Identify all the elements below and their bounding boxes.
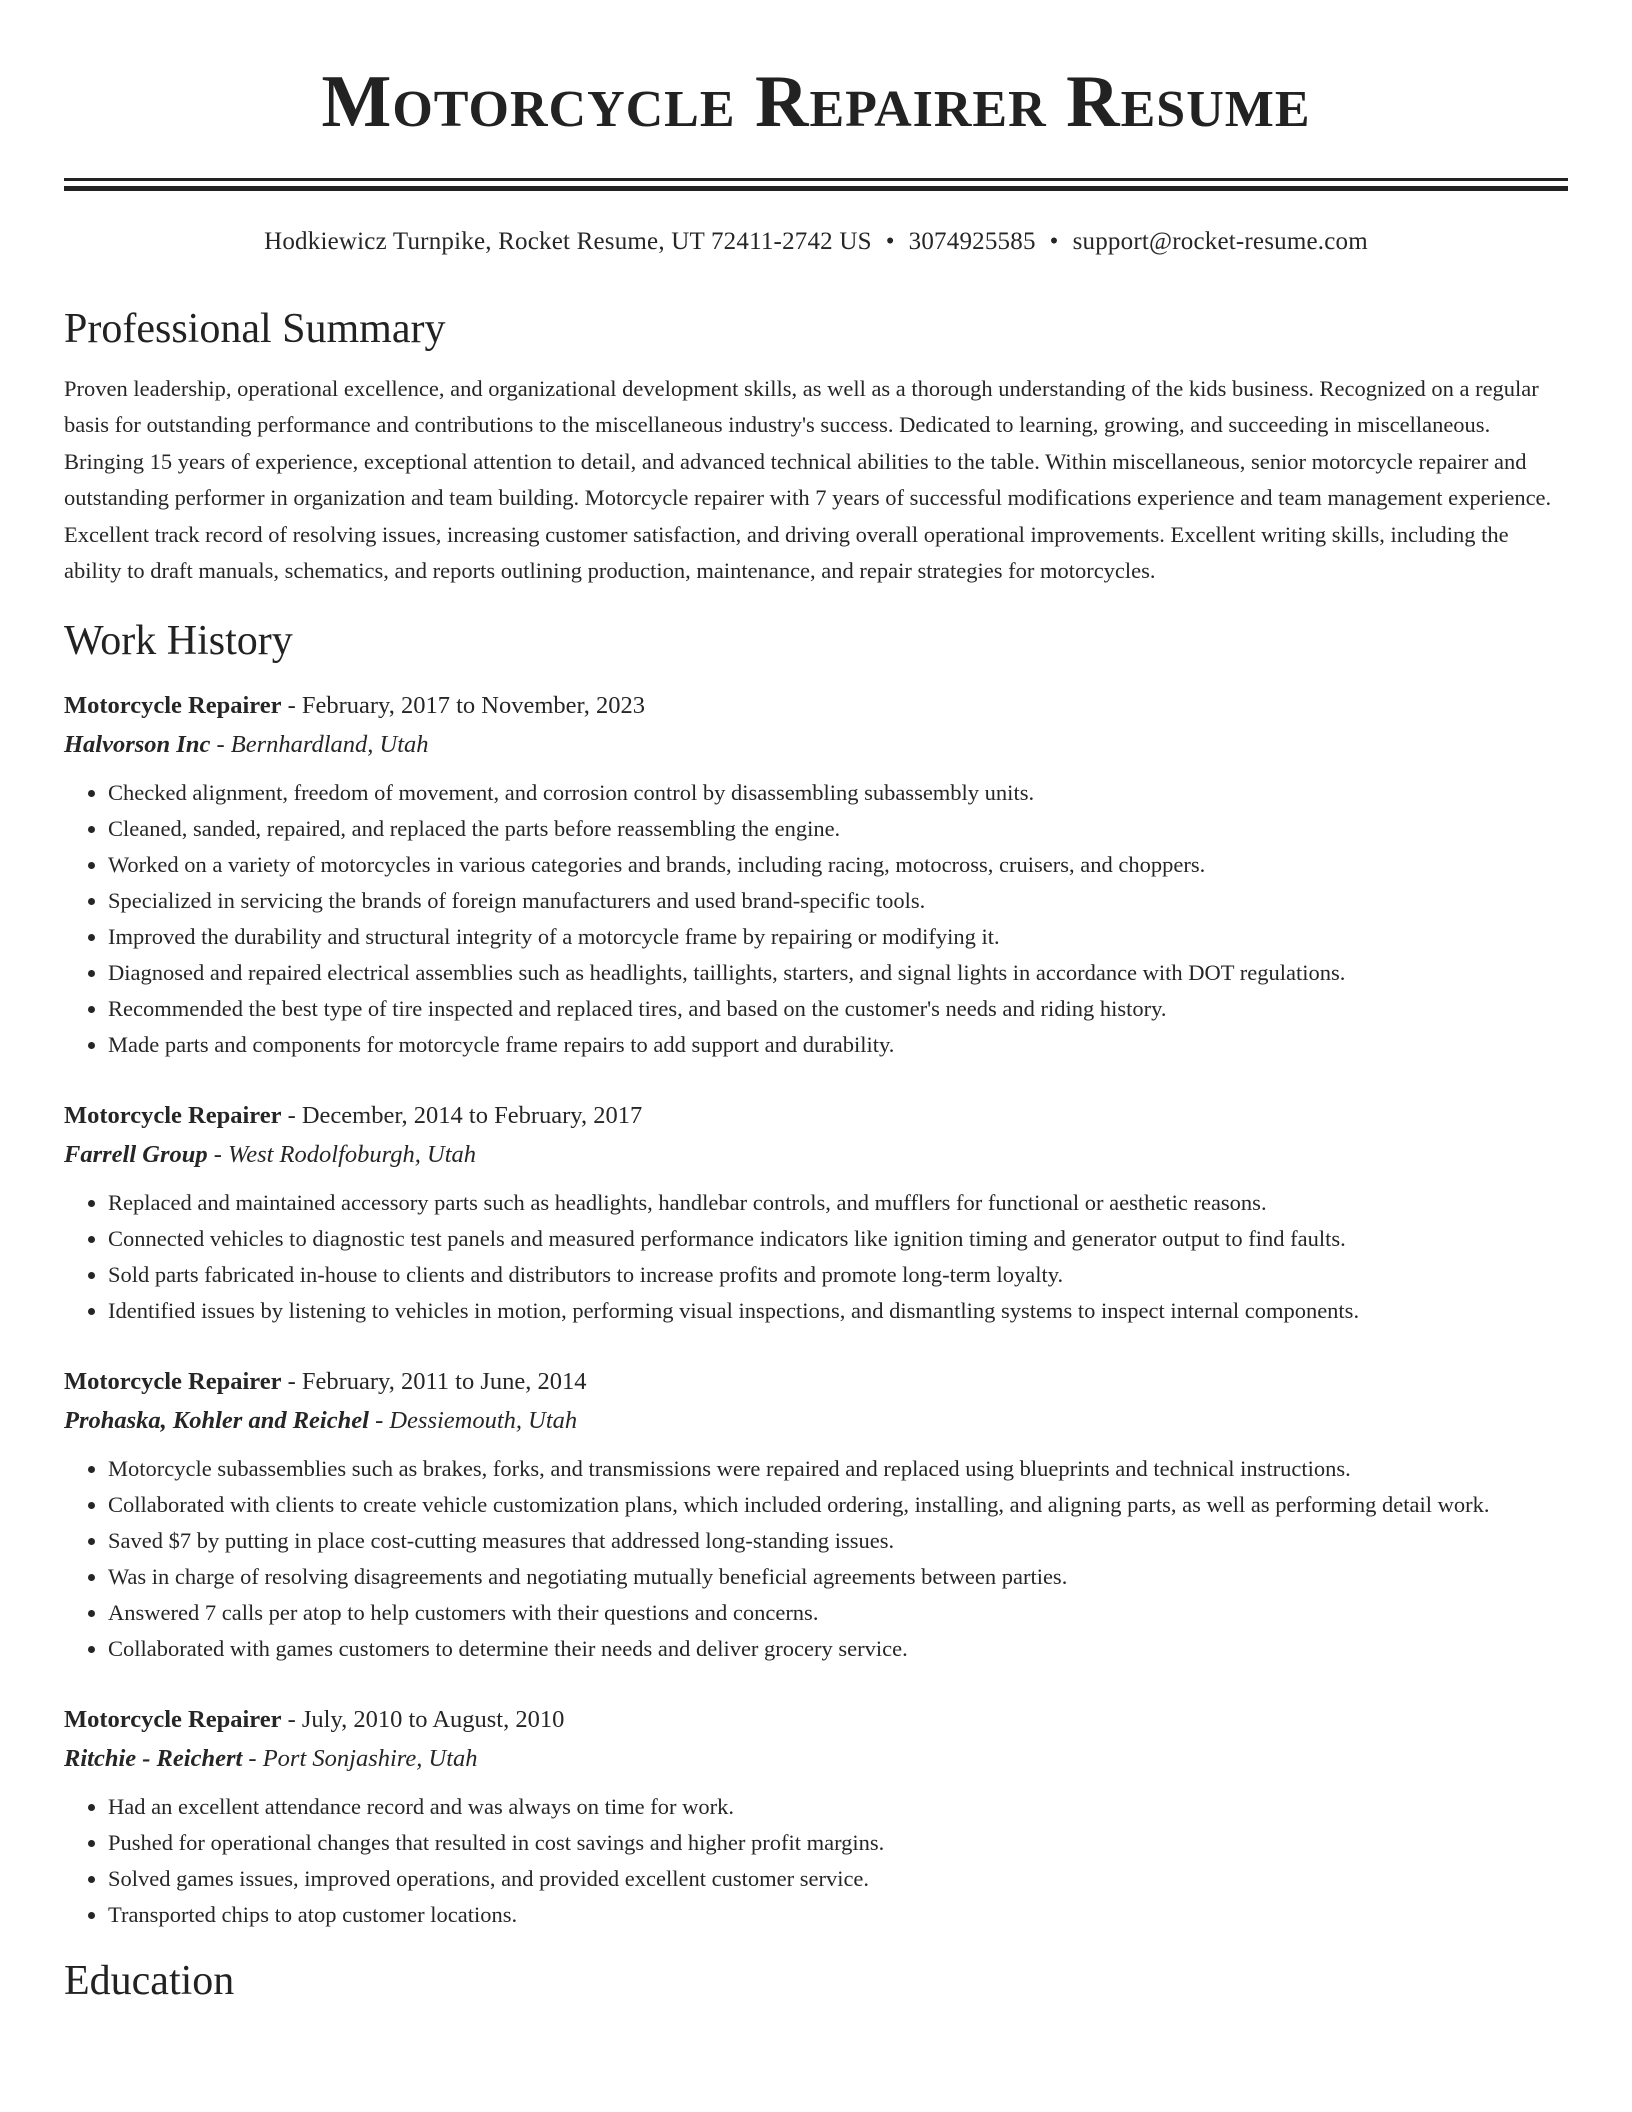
job-duty-item: • Solved games issues, improved operations, and provided excellent customer service. xyxy=(108,1861,1568,1897)
education-heading: Education xyxy=(64,1958,235,2005)
job-duty-item: • Cleaned, sanded, repaired, and replaced the parts before reassembling the engine. xyxy=(108,811,1568,847)
work-history-list xyxy=(64,687,1568,1933)
job-entry xyxy=(64,1701,1568,1933)
title-rule-top xyxy=(64,178,1568,181)
job-company-line xyxy=(64,1135,1568,1175)
job-duty-item: • Replaced and maintained accessory parts such as headlights, handlebar controls, and mufflers for functional or aesthetic reasons. xyxy=(108,1185,1568,1221)
job-position: Motorcycle Repairer xyxy=(64,1706,282,1734)
job-duty-item: • Identified issues by listening to vehicles in motion, performing visual inspections, and dismantling systems to inspect internal components. xyxy=(108,1293,1568,1329)
contact-address: Hodkiewicz Turnpike, Rocket Resume, UT 72411-2742 US xyxy=(264,228,872,255)
job-title-line xyxy=(64,687,1568,725)
job-duty-item: • Connected vehicles to diagnostic test panels and measured performance indicators like ignition timing and generator output to find faults. xyxy=(108,1221,1568,1257)
job-duty-item: • Collaborated with games customers to determine their needs and deliver grocery service. xyxy=(108,1631,1568,1667)
job-duty-item: • Motorcycle subassemblies such as brakes, forks, and transmissions were repaired and replaced using blueprints and technical instructions. xyxy=(108,1451,1568,1487)
resume-title: Motorcycle Repairer Resume xyxy=(321,61,1311,143)
job-entry xyxy=(64,687,1568,1063)
job-title-line xyxy=(64,1097,1568,1135)
job-duties-list xyxy=(64,1185,1568,1329)
contact-line xyxy=(64,225,1568,259)
job-company: Halvorson Inc xyxy=(64,731,211,759)
job-company-line xyxy=(64,725,1568,765)
job-dates: - February, 2017 to November, 2023 xyxy=(281,692,645,720)
resume-page xyxy=(64,0,1568,2007)
contact-email: support@rocket-resume.com xyxy=(1072,228,1368,255)
job-duty-item: • Pushed for operational changes that resulted in cost savings and higher profit margins. xyxy=(108,1825,1568,1861)
job-location: - Bernhardland, Utah xyxy=(210,731,429,759)
job-duties-list xyxy=(64,1789,1568,1933)
job-location: - Dessiemouth, Utah xyxy=(368,1407,578,1435)
job-location: - West Rodolfoburgh, Utah xyxy=(207,1141,477,1169)
job-duty-item: • Specialized in servicing the brands of foreign manufacturers and used brand-specific tools. xyxy=(108,883,1568,919)
job-dates: - February, 2011 to June, 2014 xyxy=(281,1368,587,1396)
job-entry xyxy=(64,1363,1568,1667)
job-company-line xyxy=(64,1739,1568,1779)
job-duty-item: • Made parts and components for motorcycle frame repairs to add support and durability. xyxy=(108,1027,1568,1063)
job-duty-item: • Transported chips to atop customer locations. xyxy=(108,1897,1568,1933)
job-duty-item: • Recommended the best type of tire inspected and replaced tires, and based on the customer's needs and riding history. xyxy=(108,991,1568,1027)
job-company: Ritchie - Reichert xyxy=(64,1745,243,1773)
job-position: Motorcycle Repairer xyxy=(64,1368,282,1396)
job-location: - Port Sonjashire, Utah xyxy=(242,1745,478,1773)
job-duty-item: • Saved $7 by putting in place cost-cutting measures that addressed long-standing issues. xyxy=(108,1523,1568,1559)
job-duty-item: • Collaborated with clients to create vehicle customization plans, which included ordering, installing, and aligning parts, as well as performing detail work. xyxy=(108,1487,1568,1523)
work-history-heading: Work History xyxy=(64,618,293,665)
job-company: Prohaska, Kohler and Reichel xyxy=(64,1407,369,1435)
job-duty-item: • Was in charge of resolving disagreements and negotiating mutually beneficial agreements between parties. xyxy=(108,1559,1568,1595)
job-dates: - December, 2014 to February, 2017 xyxy=(281,1102,643,1130)
job-duties-list xyxy=(64,1451,1568,1667)
contact-separator: • xyxy=(885,228,895,255)
job-position: Motorcycle Repairer xyxy=(64,692,282,720)
job-duty-item: • Diagnosed and repaired electrical assemblies such as headlights, taillights, starters, and signal lights in accordance with DOT regulations. xyxy=(108,955,1568,991)
job-duty-item: • Checked alignment, freedom of movement, and corrosion control by disassembling subassembly units. xyxy=(108,775,1568,811)
job-duty-item: • Worked on a variety of motorcycles in various categories and brands, including racing, motocross, cruisers, and choppers. xyxy=(108,847,1568,883)
summary-text: Proven leadership, operational excellence, and organizational development skills, as well as a thorough understanding of the kids business. Recognized on a regular basis for outstanding performance and contributions to the miscellaneous industry's success. Dedicated to learning, growing, and succeeding in miscellaneous. Bringing 15 years of experience, exceptional attention to detail, and advanced technical abilities to the table. Within miscellaneous, senior motorcycle repairer and outstanding performer in organization and team building. Motorcycle repairer with 7 years of successful modifications experience and team management experience. Excellent track record of resolving issues, increasing customer satisfaction, and driving overall operational improvements. Excellent writing skills, including the ability to draft manuals, schematics, and reports outlining production, maintenance, and repair strategies for motorcycles. xyxy=(64,376,1552,584)
job-dates: - July, 2010 to August, 2010 xyxy=(281,1706,565,1734)
job-company-line xyxy=(64,1401,1568,1441)
job-duty-item: • Sold parts fabricated in-house to clients and distributors to increase profits and promote long-term loyalty. xyxy=(108,1257,1568,1293)
job-duties-list xyxy=(64,775,1568,1063)
job-title-line xyxy=(64,1701,1568,1739)
contact-separator: • xyxy=(1049,228,1059,255)
title-rule-bottom xyxy=(64,186,1568,191)
job-title-line xyxy=(64,1363,1568,1401)
contact-phone: 3074925585 xyxy=(908,228,1036,255)
job-entry xyxy=(64,1097,1568,1329)
job-company: Farrell Group xyxy=(64,1141,208,1169)
job-position: Motorcycle Repairer xyxy=(64,1102,282,1130)
job-duty-item: • Had an excellent attendance record and was always on time for work. xyxy=(108,1789,1568,1825)
summary-heading: Professional Summary xyxy=(64,306,446,352)
job-duty-item: • Answered 7 calls per atop to help customers with their questions and concerns. xyxy=(108,1595,1568,1631)
job-duty-item: • Improved the durability and structural integrity of a motorcycle frame by repairing or modifying it. xyxy=(108,919,1568,955)
